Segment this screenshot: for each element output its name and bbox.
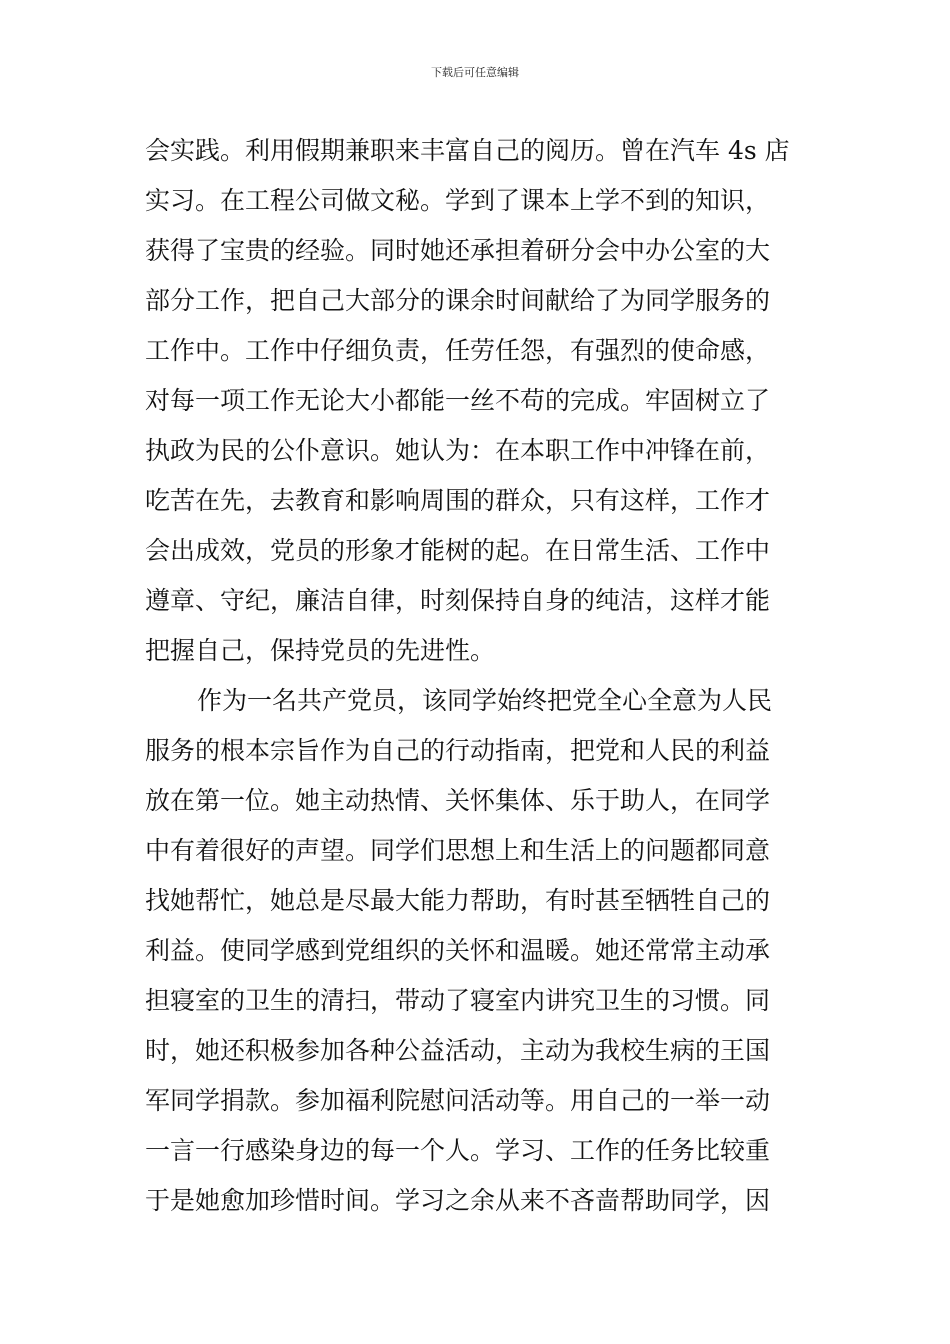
document-body: [145, 126, 805, 1226]
text-line: 一言一行感染身边的每一个人。学习、工作的任务比较重: [145, 1136, 771, 1165]
text-line-indented: 作为一名共产党员，该同学始终把党全心全意为人民: [197, 686, 773, 715]
text-line: 会出成效，党员的形象才能树的起。在日常生活、工作中: [145, 536, 771, 565]
text-line: 放在第一位。她主动热情、关怀集体、乐于助人，在同学: [145, 786, 771, 815]
text-line: 中有着很好的声望。同学们思想上和生活上的问题都同意: [145, 836, 771, 865]
page-header: 下载后可任意编辑: [431, 66, 519, 79]
text-line: 吃苦在先，去教育和影响周围的群众，只有这样，工作才: [145, 486, 771, 515]
text-line: 对每一项工作无论大小都能一丝不苟的完成。牢固树立了: [145, 386, 771, 415]
text-line: 部分工作，把自己大部分的课余时间献给了为同学服务的: [145, 286, 771, 315]
text-line: 找她帮忙，她总是尽最大能力帮助，有时甚至牺牲自己的: [145, 886, 771, 915]
text-line: 实习。在工程公司做文秘。学到了课本上学不到的知识，: [145, 186, 771, 215]
text-line: 遵章、守纪，廉洁自律，时刻保持自身的纯洁，这样才能: [145, 586, 771, 615]
paragraph-1: [145, 126, 805, 676]
text-line: 利益。使同学感到党组织的关怀和温暖。她还常常主动承: [145, 936, 771, 965]
text-line: 执政为民的公仆意识。她认为：在本职工作中冲锋在前，: [145, 436, 771, 465]
text-line: 会实践。利用假期兼职来丰富自己的阅历。曾在汽车 4s 店: [145, 136, 790, 165]
text-line: 工作中。工作中仔细负责，任劳任怨，有强烈的使命感，: [145, 336, 771, 365]
text-line: 服务的根本宗旨作为自己的行动指南，把党和人民的利益: [145, 736, 771, 765]
text-line: 获得了宝贵的经验。同时她还承担着研分会中办公室的大: [145, 236, 771, 265]
text-line: 时，她还积极参加各种公益活动，主动为我校生病的王国: [145, 1036, 771, 1065]
text-line: 担寝室的卫生的清扫，带动了寝室内讲究卫生的习惯。同: [145, 986, 771, 1015]
paragraph-2: [145, 676, 805, 1226]
text-line: 军同学捐款。参加福利院慰问活动等。用自己的一举一动: [145, 1086, 771, 1115]
text-line: 把握自己，保持党员的先进性。: [145, 636, 496, 665]
text-line: 于是她愈加珍惜时间。学习之余从来不吝啬帮助同学，因: [145, 1186, 771, 1215]
